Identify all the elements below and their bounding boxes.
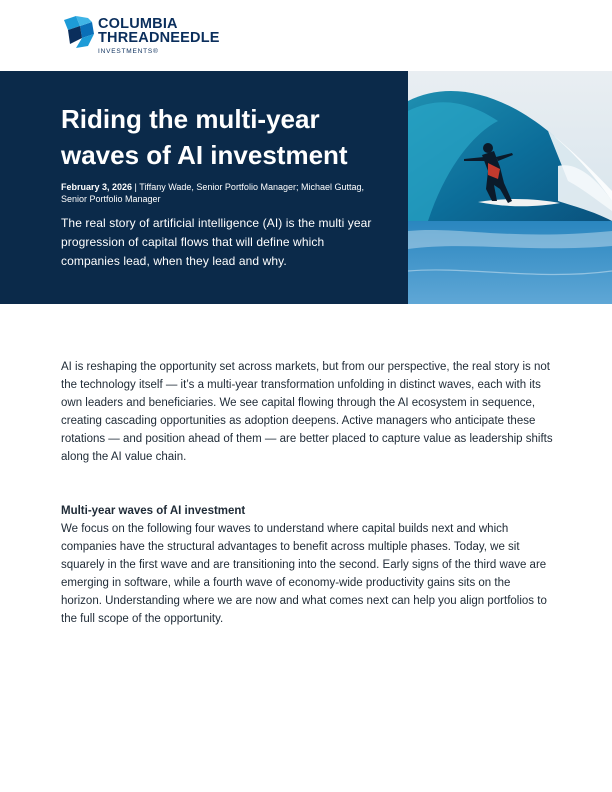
publish-date: February 3, 2026	[61, 182, 133, 192]
logo-text-line2: THREADNEEDLE	[98, 30, 220, 46]
hero-photo	[408, 71, 612, 304]
authors: | Tiffany Wade, Senior Portfolio Manager; Michael Guttag, Senior Portfolio Manager	[61, 182, 364, 204]
logo-text-line3: INVESTMENTS®	[98, 48, 159, 55]
logo-mark-icon	[60, 14, 96, 50]
page-title: Riding the multi-year waves of AI investment	[61, 104, 348, 170]
body-paragraph-1: AI is reshaping the opportunity set across markets, but from our perspective, the real story is not the technology itself — it’s a multi-year transformation unfolding in distinct waves, each with its own leaders and beneficiaries. We see capital flowing through the AI ecosystem in sequence, creating cascading opportunities as adoption deepens. Active managers who anticipate these rotations — and position ahead of them — are better placed to capture value as leadership shifts along the AI value chain.	[61, 361, 553, 463]
logo-text-line1: COLUMBIA	[98, 16, 178, 32]
surfer-wave-image	[408, 71, 612, 304]
intro-summary: The real story of artificial intelligence (AI) is the multi year progression of capital flows that will define which companies lead, when they lead and why.	[61, 216, 372, 268]
company-logo	[60, 14, 230, 60]
byline	[61, 181, 381, 205]
hero-banner	[0, 71, 408, 304]
section-heading: Multi-year waves of AI investment	[61, 505, 246, 517]
body-paragraph-2: We focus on the following four waves to understand where capital builds next and which companies have the structural advantages to benefit across multiple phases. Today, we sit squarely in the first wave and are transitioning into the second. Early signs of the third wave are emerging in software, while a fourth wave of economy-wide productivity gains sits on the horizon. Understanding where we are now and what comes next can help you align portfolios to the full scope of the opportunity.	[61, 523, 547, 625]
